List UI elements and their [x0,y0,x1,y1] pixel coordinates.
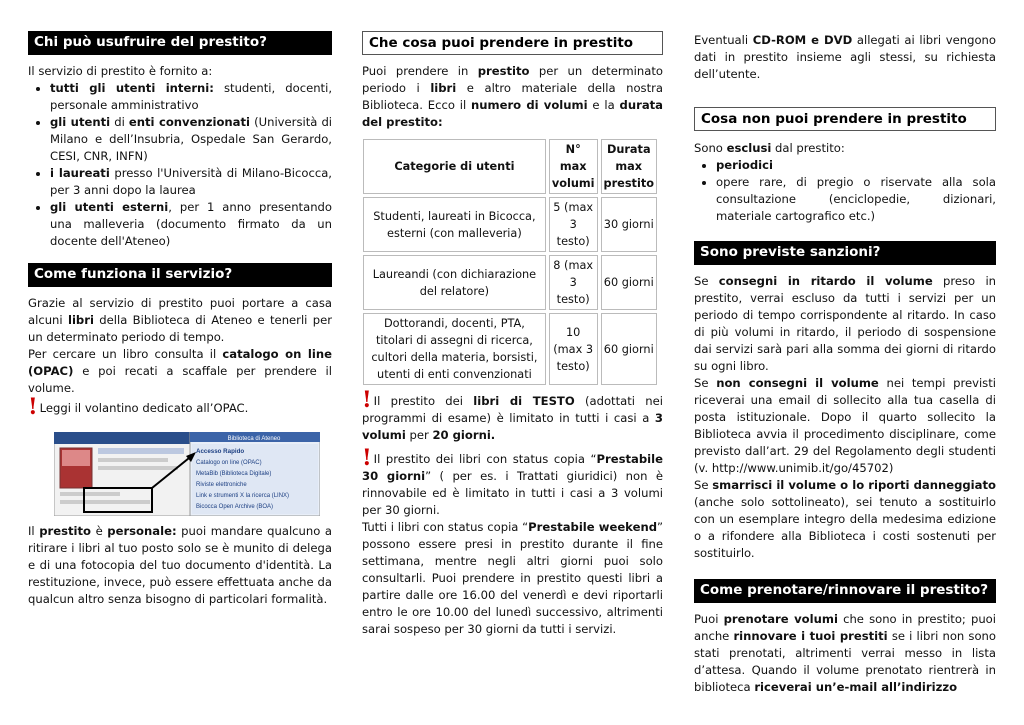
column-3 [694,0,996,696]
heading-sanctions: Sono previste sanzioni? [694,241,996,265]
column-2 [362,0,663,638]
exclamation-icon: ! [28,394,38,420]
table-row [363,255,657,310]
intro-text: Il servizio di prestito è fornito a: [28,64,213,78]
paragraph-late: Se consegni in ritardo il volume preso in prestito, verrai escluso da tutti i servizi per un periodo di tempo corrispondente al ritardo. In caso di più volumi in ritardo, il periodo di sospensione dai servizi sarà pari alla somma dei giorni di ritardo su ogni libro. [694,274,997,373]
list-item: • gli utenti di enti convenzionati (Università di Milano e dell’Insubria, Ospedale San Gerardo, CESI, CNR, INFN) [50,114,332,165]
table-cell: 8 (max 3 testo) [549,255,598,310]
paragraph-weekend: Tutti i libri con status copia “Prestabile weekend” possono essere presi in prestito durante il fine settimana, mentre negli altri giorni puoi solo consultarli. Puoi prendere in prestito questi libri a partire dalle ore 16.00 del venerdì e devi riportarli entro le ore 10.00 del lunedì successivo, altrimenti sarai sospeso per 30 giorni da tutti i servizi. [362,520,664,636]
opac-note: ! Leggi il volantino dedicato all’OPAC. [28,394,249,420]
heading-cannot-borrow: Cosa non puoi prendere in prestito [694,107,996,131]
table-cell: 10 (max 3 testo) [549,313,598,385]
paragraph-not-returned: Se non consegni il volume nei tempi previsti riceverai una email di sollecito alla tua casella di posta istituzionale. Dopo il quarto sollecito la Biblioteca avvia il procedimento disciplinare, come previsto dall’art. 29 del Regolamento degli studenti (v. http://www.unimib.it/go/45702) [694,376,996,475]
table-header-cell: Categorie di utenti [363,139,546,194]
table-cell: Studenti, laureati in Bicocca, esterni (con malleveria) [363,197,546,252]
table-row [363,197,657,252]
paragraph-30-days: ! Il prestito dei libri con status copia “Prestabile 30 giorni” ( per es. i Trattati giuridici) non è rinnovabile ed è limitato in tutti i casi a 3 volumi per 30 giorni. [362,445,663,517]
paragraph-cdrom: Eventuali CD-ROM e DVD allegati ai libri vengono dati in prestito insieme agli stessi, su richiesta dell’utente. [694,33,996,81]
list-item: • i laureati presso l'Università di Milano-Bicocca, per 3 anni dopo la laurea [50,165,332,199]
exclamation-icon: ! [362,445,372,471]
opac-screenshot-svg [54,432,320,516]
paragraph-reserve: Puoi prenotare volumi che sono in prestito; puoi anche rinnovare i tuoi prestiti se i libri non sono stati prenotati, altrimenti verrai messo in lista d’attesa. Quando il volume prenotato rientrerà in biblioteca riceverai un’e-mail all’indirizzo [694,612,996,694]
column-1-bottom [28,523,332,608]
paragraph: Puoi prendere in prestito per un determinato periodo i libri e altro materiale della nostra Biblioteca. Ecco il numero di volumi e la durata del prestito: [362,64,664,129]
list-item: • periodici [716,157,996,174]
table-cell: 5 (max 3 testo) [549,197,598,252]
shot-menu-item: Catalogo on line (OPAC) [196,460,262,466]
table-cell: 60 giorni [601,313,657,385]
table-header-cell: Durata max prestito [601,139,657,194]
column-1 [28,0,333,420]
shot-title: Biblioteca di Ateneo [227,436,281,442]
shot-menu-item: Link e strumenti X la ricerca (LINX) [196,493,290,499]
heading-how-service-works: Come funziona il servizio? [28,263,332,287]
list-item: • tutti gli utenti interni: studenti, docenti, personale amministrativo [50,80,332,114]
heading-what-can-borrow: Che cosa puoi prendere in prestito [362,31,663,55]
shot-menu-item: Accesso Rapido [196,448,245,455]
eligible-users-list [28,80,332,250]
opac-screenshot-image [54,432,320,516]
paragraph: Sono esclusi dal prestito: [694,141,845,155]
table-row [363,313,657,385]
table-cell: 60 giorni [601,255,657,310]
table-header-row [363,139,657,194]
table-cell: Dottorandi, docenti, PTA, titolari di assegni di ricerca, cultori della materia, borsisti, utenti di enti convenzionati [363,313,546,385]
shot-menu-item: Riviste elettroniche [196,482,247,488]
paragraph-lost: Se smarrisci il volume o lo riporti danneggiato (anche solo sottolineato), sei tenuto a sostituirlo con un esemplare integro della medesima edizione o a rifondere alla Biblioteca i costi sostenuti per sostituirlo. [694,478,996,560]
list-item: • opere rare, di pregio o riservate alla sola consultazione (enciclopedie, dizionari, materiale cartografico etc.) [716,174,996,225]
table-cell: 30 giorni [601,197,657,252]
excluded-list [694,157,996,225]
paragraph-personal-loan: Il prestito è personale: puoi mandare qualcuno a ritirare i libri al tuo posto solo se è munito di delega e di una fotocopia del tuo documento d'identità. La restituzione, invece, può essere effettuata anche da qualcun altro senza bisogno di particolari formalità. [28,524,332,606]
paragraph-textbooks: ! Il prestito dei libri di TESTO (adottati nei programmi di esame) è limitato in tutti i casi a 3 volumi per 20 giorni. [362,387,663,442]
heading-who-can-borrow: Chi può usufruire del prestito? [28,31,332,55]
shot-menu-item: Bicocca Open Archive (BOA) [196,504,274,510]
exclamation-icon: ! [362,387,372,413]
table-header-cell: N° max volumi [549,139,598,194]
paragraph: Per cercare un libro consulta il catalogo on line (OPAC) e poi recati a scaffale per prendere il volume. [28,347,333,395]
table-cell: Laureandi (con dichiarazione del relatore) [363,255,546,310]
heading-reserve-renew: Come prenotare/rinnovare il prestito? [694,579,996,603]
list-item: • gli utenti esterni, per 1 anno presentando una malleveria (documento firmato da un docente dell'Ateneo) [50,199,332,250]
loan-limits-table [360,136,660,388]
shot-menu-item: MetaBib (Biblioteca Digitale) [196,471,272,477]
paragraph: Grazie al servizio di prestito puoi portare a casa alcuni libri della Biblioteca di Ateneo e tenerli per un determinato periodo di tempo. [28,296,332,344]
